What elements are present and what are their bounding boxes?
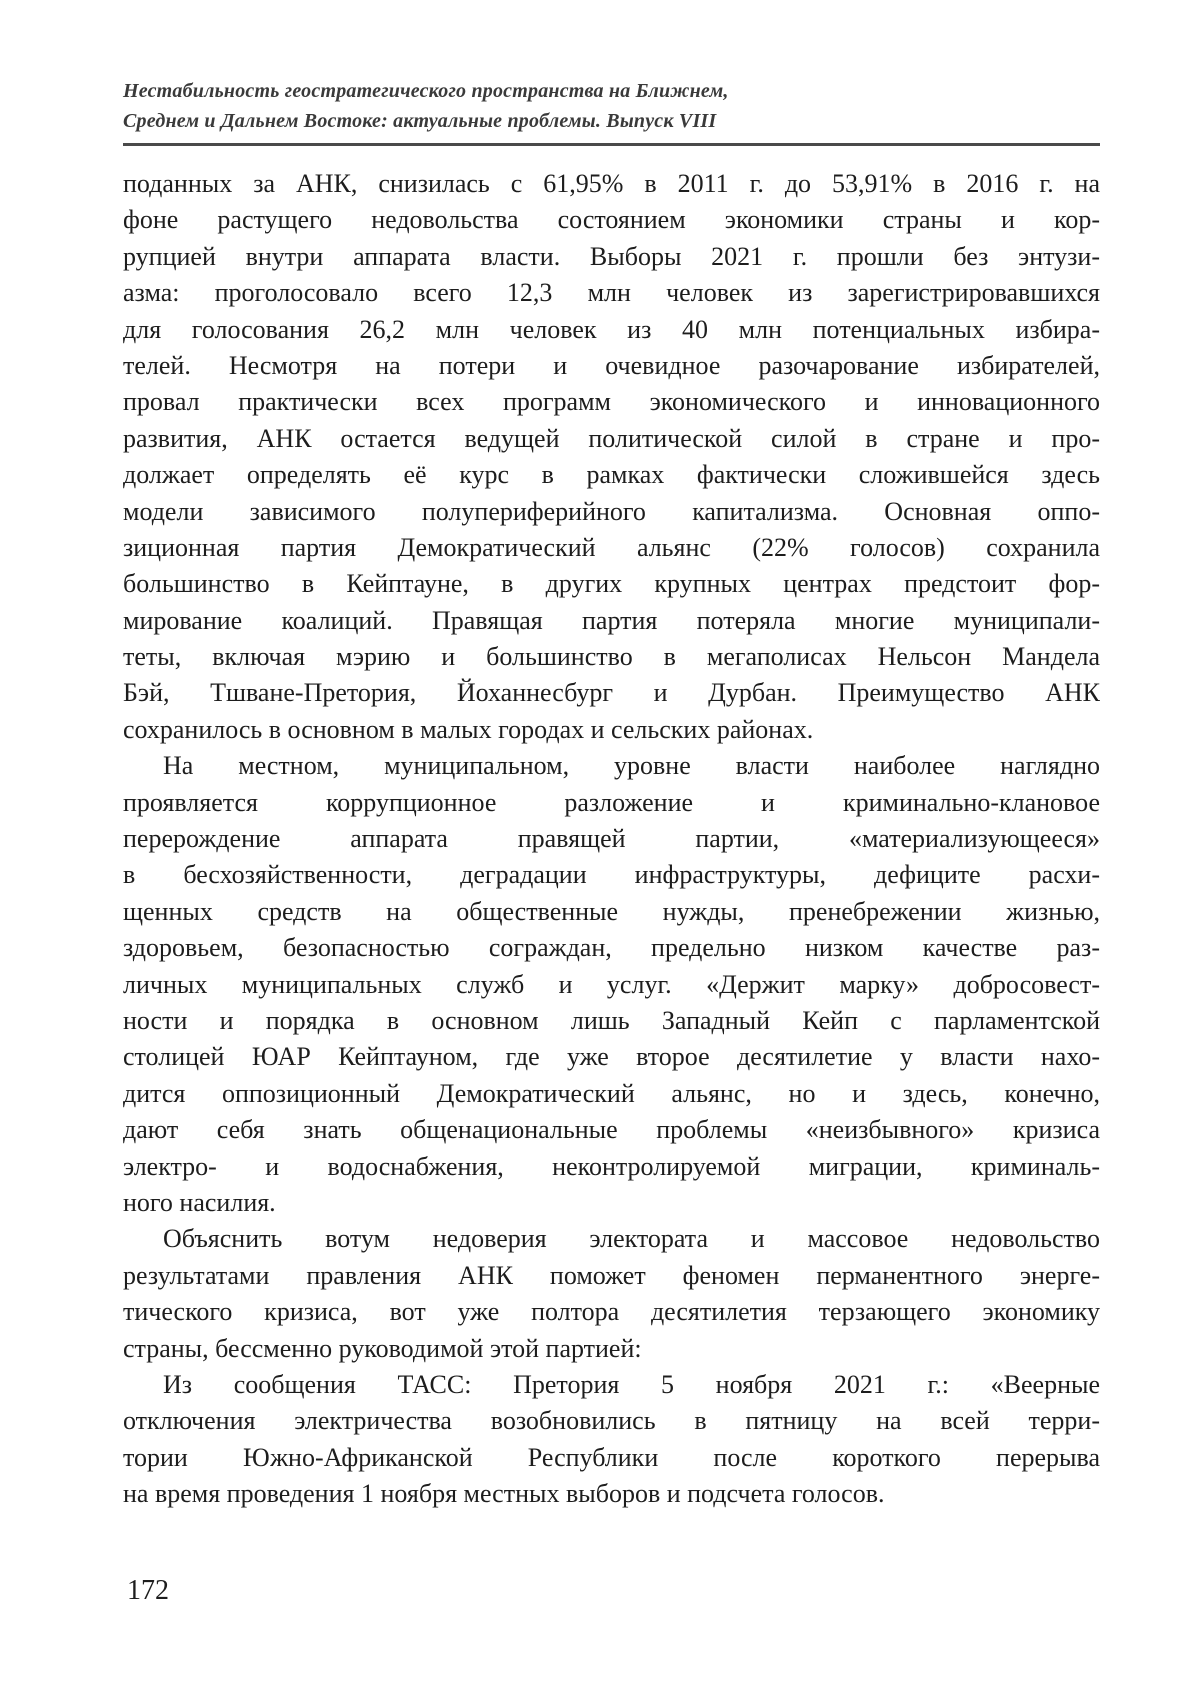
text-line: на время проведения 1 ноября местных выборов и подсчета голосов. (123, 1479, 885, 1509)
text-line: результатами правления АНК поможет феномен перманентного энерге- (123, 1260, 1100, 1290)
text-line: перерождение аппарата правящей партии, «материализующееся» (123, 824, 1100, 854)
text-line: теты, включая мэрию и большинство в мегаполисах Нельсон Мандела (123, 642, 1100, 672)
text-line: фоне растущего недовольства состоянием экономики страны и кор- (123, 205, 1100, 235)
running-header-line2: Среднем и Дальнем Востоке: актуальные проблемы. Выпуск VIII (123, 110, 717, 132)
running-header (123, 76, 1100, 146)
text-line: столицей ЮАР Кейптауном, где уже второе десятилетие у власти нахо- (123, 1042, 1100, 1072)
text-line: большинство в Кейптауне, в других крупных центрах предстоит фор- (123, 569, 1100, 599)
text-line: рупцией внутри аппарата власти. Выборы 2021 г. прошли без энтузи- (123, 241, 1100, 271)
text-line: личных муниципальных служб и услуг. «Держит марку» добросовест- (123, 969, 1100, 999)
text-line: страны, бессменно руководимой этой партией: (123, 1333, 642, 1363)
text-line: Из сообщения ТАСС: Претория 5 ноября 2021 г.: «Веерные (163, 1369, 1100, 1399)
body-text (123, 166, 1100, 1512)
text-line: Бэй, Тшване-Претория, Йоханнесбург и Дурбан. Преимущество АНК (123, 678, 1100, 708)
running-header-line1: Нестабильность геостратегического пространства на Ближнем, (123, 80, 729, 102)
text-line: азма: проголосовало всего 12,3 млн человек из зарегистрировавшихся (123, 278, 1100, 308)
text-line: телей. Несмотря на потери и очевидное разочарование избирателей, (123, 350, 1100, 380)
paragraph (123, 748, 1100, 1221)
text-line: дится оппозиционный Демократический альянс, но и здесь, конечно, (123, 1078, 1100, 1108)
text-line: развития, АНК остается ведущей политической силой в стране и про- (123, 423, 1100, 453)
paragraph (123, 1221, 1100, 1367)
text-line: зиционная партия Демократический альянс (22% голосов) сохранила (123, 532, 1100, 562)
text-line: щенных средств на общественные нужды, пренебрежении жизнью, (123, 896, 1100, 926)
text-line: в бесхозяйственности, деградации инфраструктуры, дефиците расхи- (123, 860, 1100, 890)
text-line: дают себя знать общенациональные проблемы «неизбывного» кризиса (123, 1115, 1100, 1145)
text-line: ного насилия. (123, 1187, 276, 1217)
text-line: проявляется коррупционное разложение и криминально-клановое (123, 787, 1100, 817)
text-line: здоровьем, безопасностью сограждан, предельно низком качестве раз- (123, 933, 1100, 963)
text-line: На местном, муниципальном, уровне власти наиболее наглядно (163, 751, 1100, 781)
text-line: мирование коалиций. Правящая партия потеряла многие муниципали- (123, 605, 1100, 635)
text-line: электро- и водоснабжения, неконтролируемой миграции, криминаль- (123, 1151, 1100, 1181)
paragraph (123, 166, 1100, 748)
text-line: сохранилось в основном в малых городах и сельских районах. (123, 714, 814, 744)
text-line: должает определять её курс в рамках фактически сложившейся здесь (123, 460, 1100, 490)
paragraph (123, 1367, 1100, 1513)
text-line: для голосования 26,2 млн человек из 40 млн потенциальных избира- (123, 314, 1100, 344)
text-line: тического кризиса, вот уже полтора десятилетия терзающего экономику (123, 1297, 1100, 1327)
text-line: поданных за АНК, снизилась с 61,95% в 2011 г. до 53,91% в 2016 г. на (123, 169, 1100, 198)
text-line: Объяснить вотум недоверия электората и массовое недовольство (163, 1224, 1100, 1254)
text-line: модели зависимого полупериферийного капитализма. Основная оппо- (123, 496, 1100, 526)
text-line: провал практически всех программ экономического и инновационного (123, 387, 1100, 417)
text-line: отключения электричества возобновились в пятницу на всей терри- (123, 1406, 1100, 1436)
header-rule (123, 143, 1100, 146)
text-line: ности и порядка в основном лишь Западный Кейп с парламентской (123, 1005, 1100, 1035)
text-line: тории Южно-Африканской Республики после короткого перерыва (123, 1442, 1100, 1472)
page-number: 172 (127, 1575, 169, 1606)
